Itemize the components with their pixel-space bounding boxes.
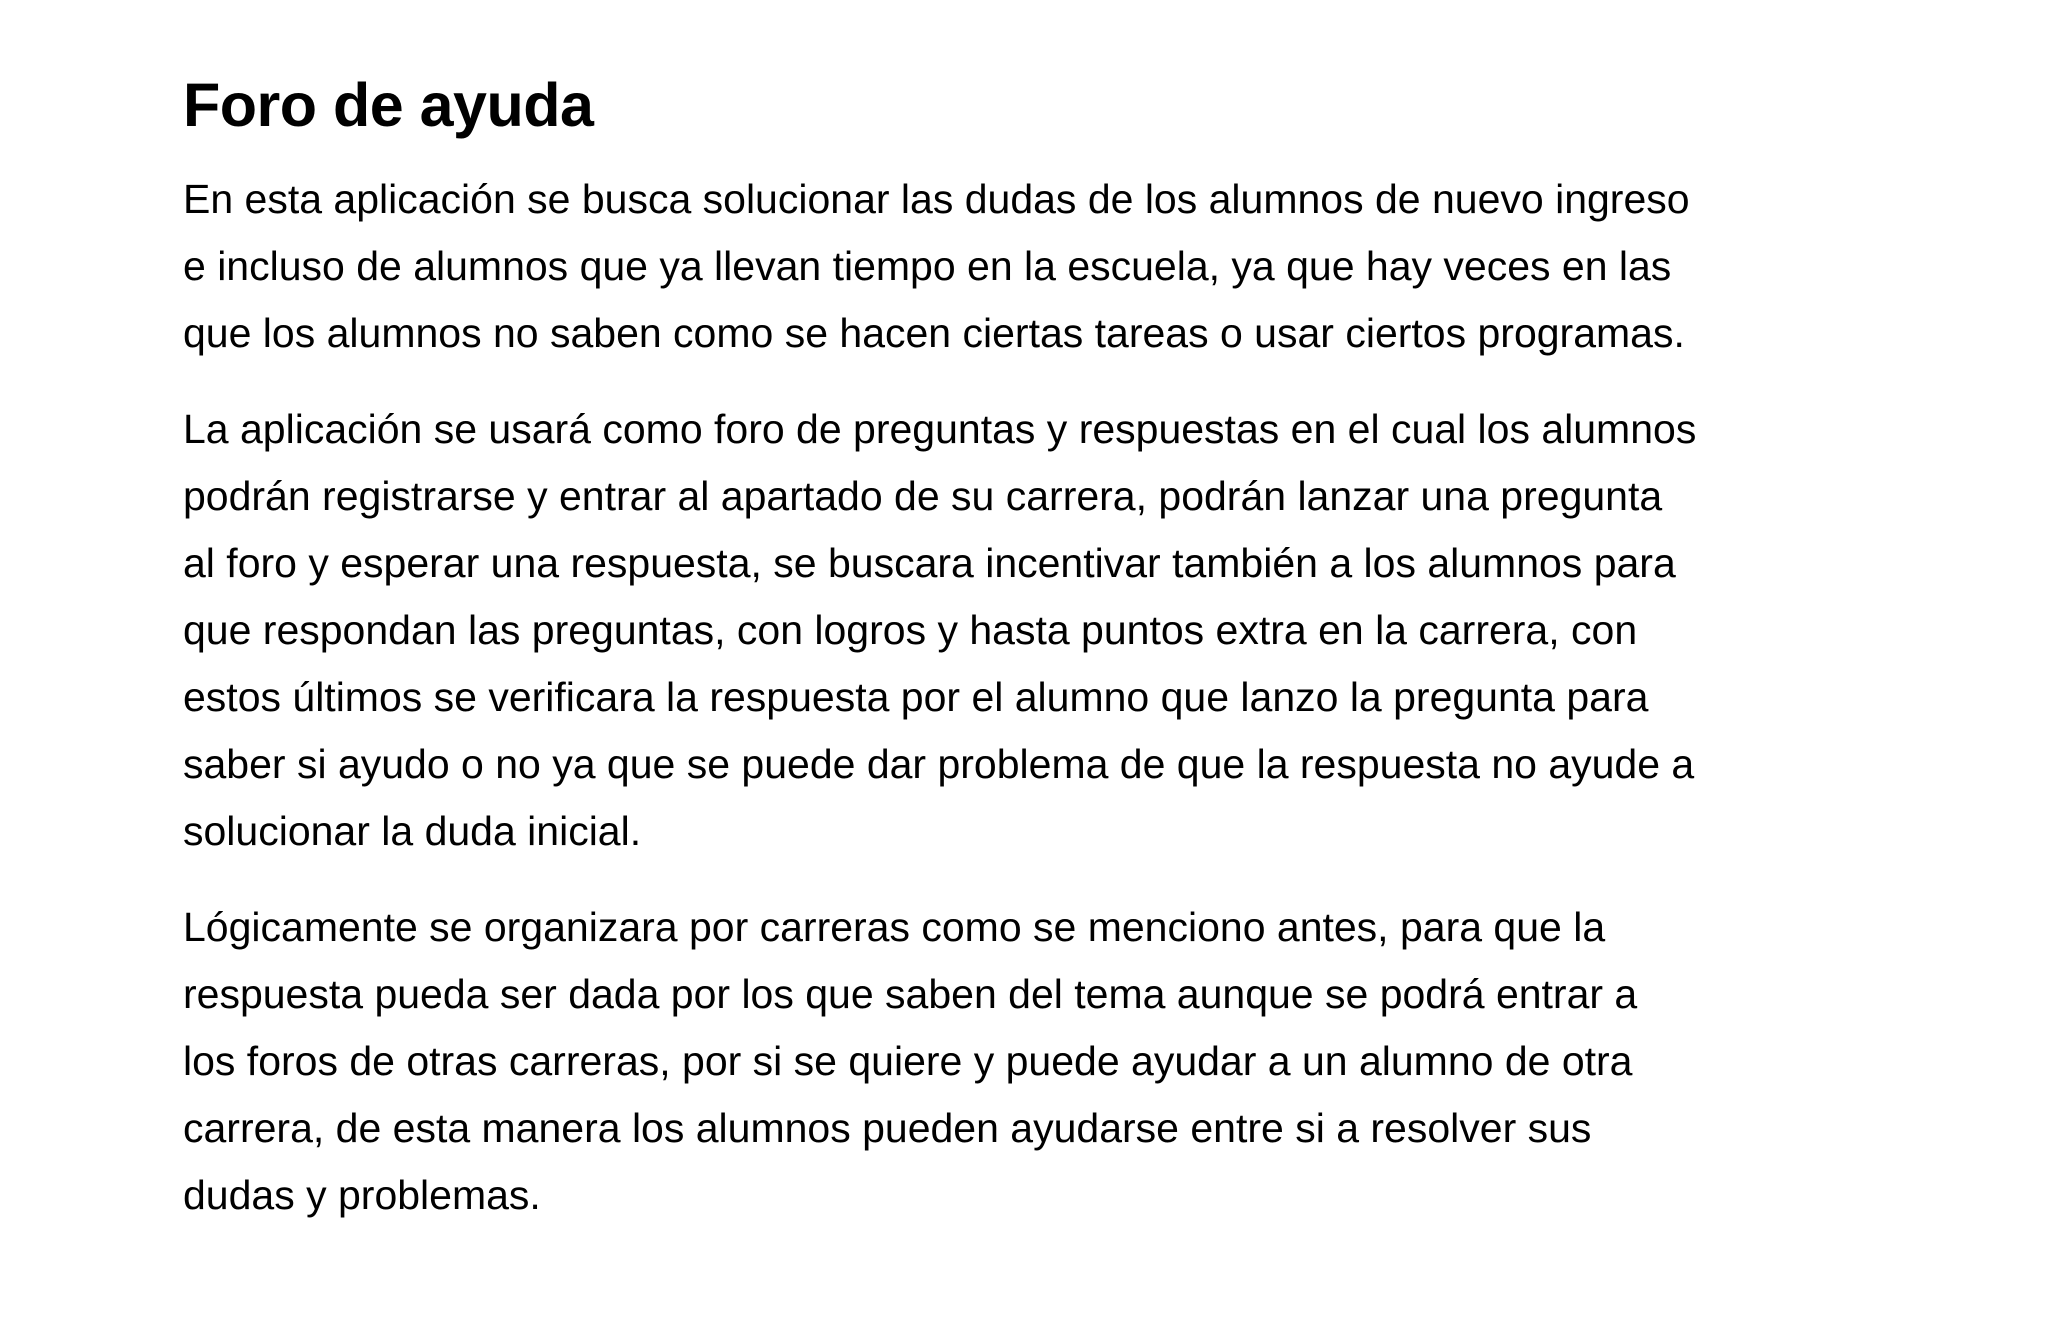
text-line: los foros de otras carreras, por si se quiere y puede ayudar a un alumno de otra bbox=[183, 1038, 1633, 1084]
text-line: En esta aplicación se busca solucionar las dudas de los alumnos de nuevo ingreso bbox=[183, 176, 1690, 222]
text-line: La aplicación se usará como foro de preguntas y respuestas en el cual los alumnos bbox=[183, 406, 1697, 452]
paragraph-usage bbox=[183, 396, 1883, 865]
text-line: que respondan las preguntas, con logros y hasta puntos extra en la carrera, con bbox=[183, 607, 1638, 653]
paragraph-organization bbox=[183, 894, 1883, 1229]
document-page bbox=[183, 62, 1883, 1229]
text-line: dudas y problemas. bbox=[183, 1172, 541, 1218]
text-line: solucionar la duda inicial. bbox=[183, 808, 642, 854]
document-title: Foro de ayuda bbox=[183, 71, 594, 139]
text-line: e incluso de alumnos que ya llevan tiempo en la escuela, ya que hay veces en las bbox=[183, 243, 1672, 289]
text-line: estos últimos se verificara la respuesta por el alumno que lanzo la pregunta para bbox=[183, 674, 1649, 720]
text-line: Lógicamente se organizara por carreras como se menciono antes, para que la bbox=[183, 904, 1606, 950]
paragraph-intro bbox=[183, 166, 1883, 367]
text-line: saber si ayudo o no ya que se puede dar problema de que la respuesta no ayude a bbox=[183, 741, 1695, 787]
text-line: podrán registrarse y entrar al apartado de su carrera, podrán lanzar una pregunta bbox=[183, 473, 1663, 519]
text-line: respuesta pueda ser dada por los que saben del tema aunque se podrá entrar a bbox=[183, 971, 1638, 1017]
text-line: carrera, de esta manera los alumnos pueden ayudarse entre si a resolver sus bbox=[183, 1105, 1592, 1151]
text-line: que los alumnos no saben como se hacen ciertas tareas o usar ciertos programas. bbox=[183, 310, 1685, 356]
text-line: al foro y esperar una respuesta, se buscara incentivar también a los alumnos para bbox=[183, 540, 1676, 586]
